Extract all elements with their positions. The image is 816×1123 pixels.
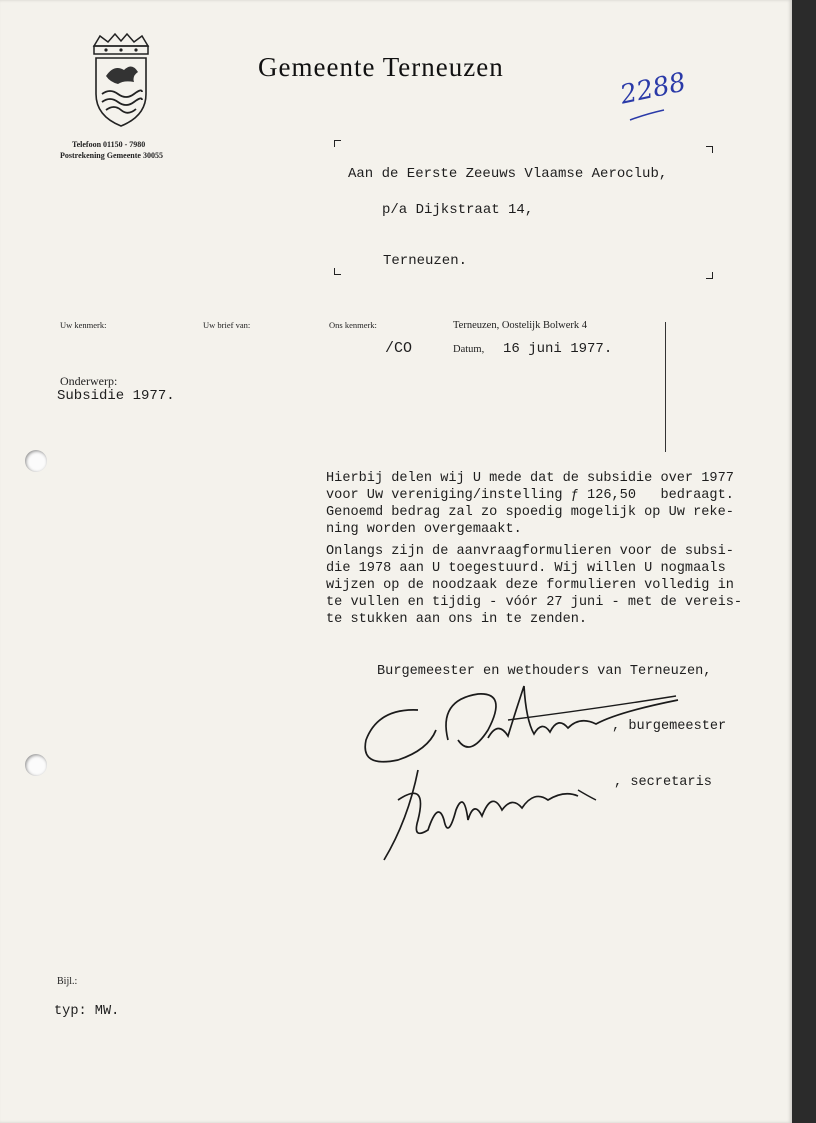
closing-greeting: Burgemeester en wethouders van Terneuzen,	[377, 664, 712, 679]
body-line: ning worden overgemaakt.	[326, 522, 522, 537]
window-corner-top-left	[334, 140, 341, 147]
typist-initials: typ: MW.	[54, 1004, 120, 1019]
giro-number: Postrekening Gemeente 30055	[60, 151, 163, 160]
punch-hole	[25, 754, 47, 776]
window-corner-bottom-left	[334, 268, 341, 275]
body-line: die 1978 aan U toegestuurd. Wij willen U nogmaals	[326, 561, 726, 576]
body-line: te stukken aan ons in te zenden.	[326, 612, 588, 627]
body-line: Genoemd bedrag zal zo spoedig mogelijk op Uw reke-	[326, 505, 734, 520]
window-corner-top-right	[706, 146, 713, 153]
date-label: Datum,	[453, 344, 485, 355]
our-reference-label: Ons kenmerk:	[329, 320, 377, 330]
window-corner-bottom-right	[706, 272, 713, 279]
secretary-signature	[378, 760, 618, 870]
body-line: wijzen op de noodzaak deze formulieren volledig in	[326, 578, 734, 593]
subject-value: Subsidie 1977.	[57, 388, 175, 404]
subject-label: Onderwerp:	[60, 374, 118, 388]
enclosures-label: Bijl.:	[57, 976, 78, 987]
coat-of-arms-logo	[88, 32, 154, 132]
recipient-city: Terneuzen.	[383, 253, 468, 269]
municipality-title: Gemeente Terneuzen	[258, 52, 504, 82]
recipient-address: p/a Dijkstraat 14,	[382, 202, 534, 218]
punch-hole	[25, 450, 47, 472]
date-value: 16 juni 1977.	[503, 341, 613, 357]
handwritten-number: 2288	[617, 67, 689, 111]
recipient-name: Aan de Eerste Zeeuws Vlaamse Aeroclub,	[348, 166, 668, 182]
body-line: Hierbij delen wij U mede dat de subsidie over 1977	[326, 471, 734, 486]
body-line: te vullen en tijdig - vóór 27 juni - met de vereis-	[326, 595, 743, 610]
your-letter-label: Uw brief van:	[203, 320, 251, 330]
our-reference-value: /CO	[385, 340, 413, 357]
your-reference-label: Uw kenmerk:	[60, 320, 107, 330]
secretary-role: , secretaris	[614, 775, 712, 790]
body-line: voor Uw vereniging/instelling ƒ 126,50 bedraagt.	[326, 488, 734, 503]
handwritten-underline	[628, 108, 668, 122]
mayor-role: , burgemeester	[612, 719, 727, 734]
body-line: Onlangs zijn de aanvraagformulieren voor de subsi-	[326, 544, 734, 559]
phone-number: Telefoon 01150 - 7980	[72, 140, 146, 149]
margin-line	[665, 322, 666, 452]
sender-address: Terneuzen, Oostelijk Bolwerk 4	[453, 320, 587, 331]
